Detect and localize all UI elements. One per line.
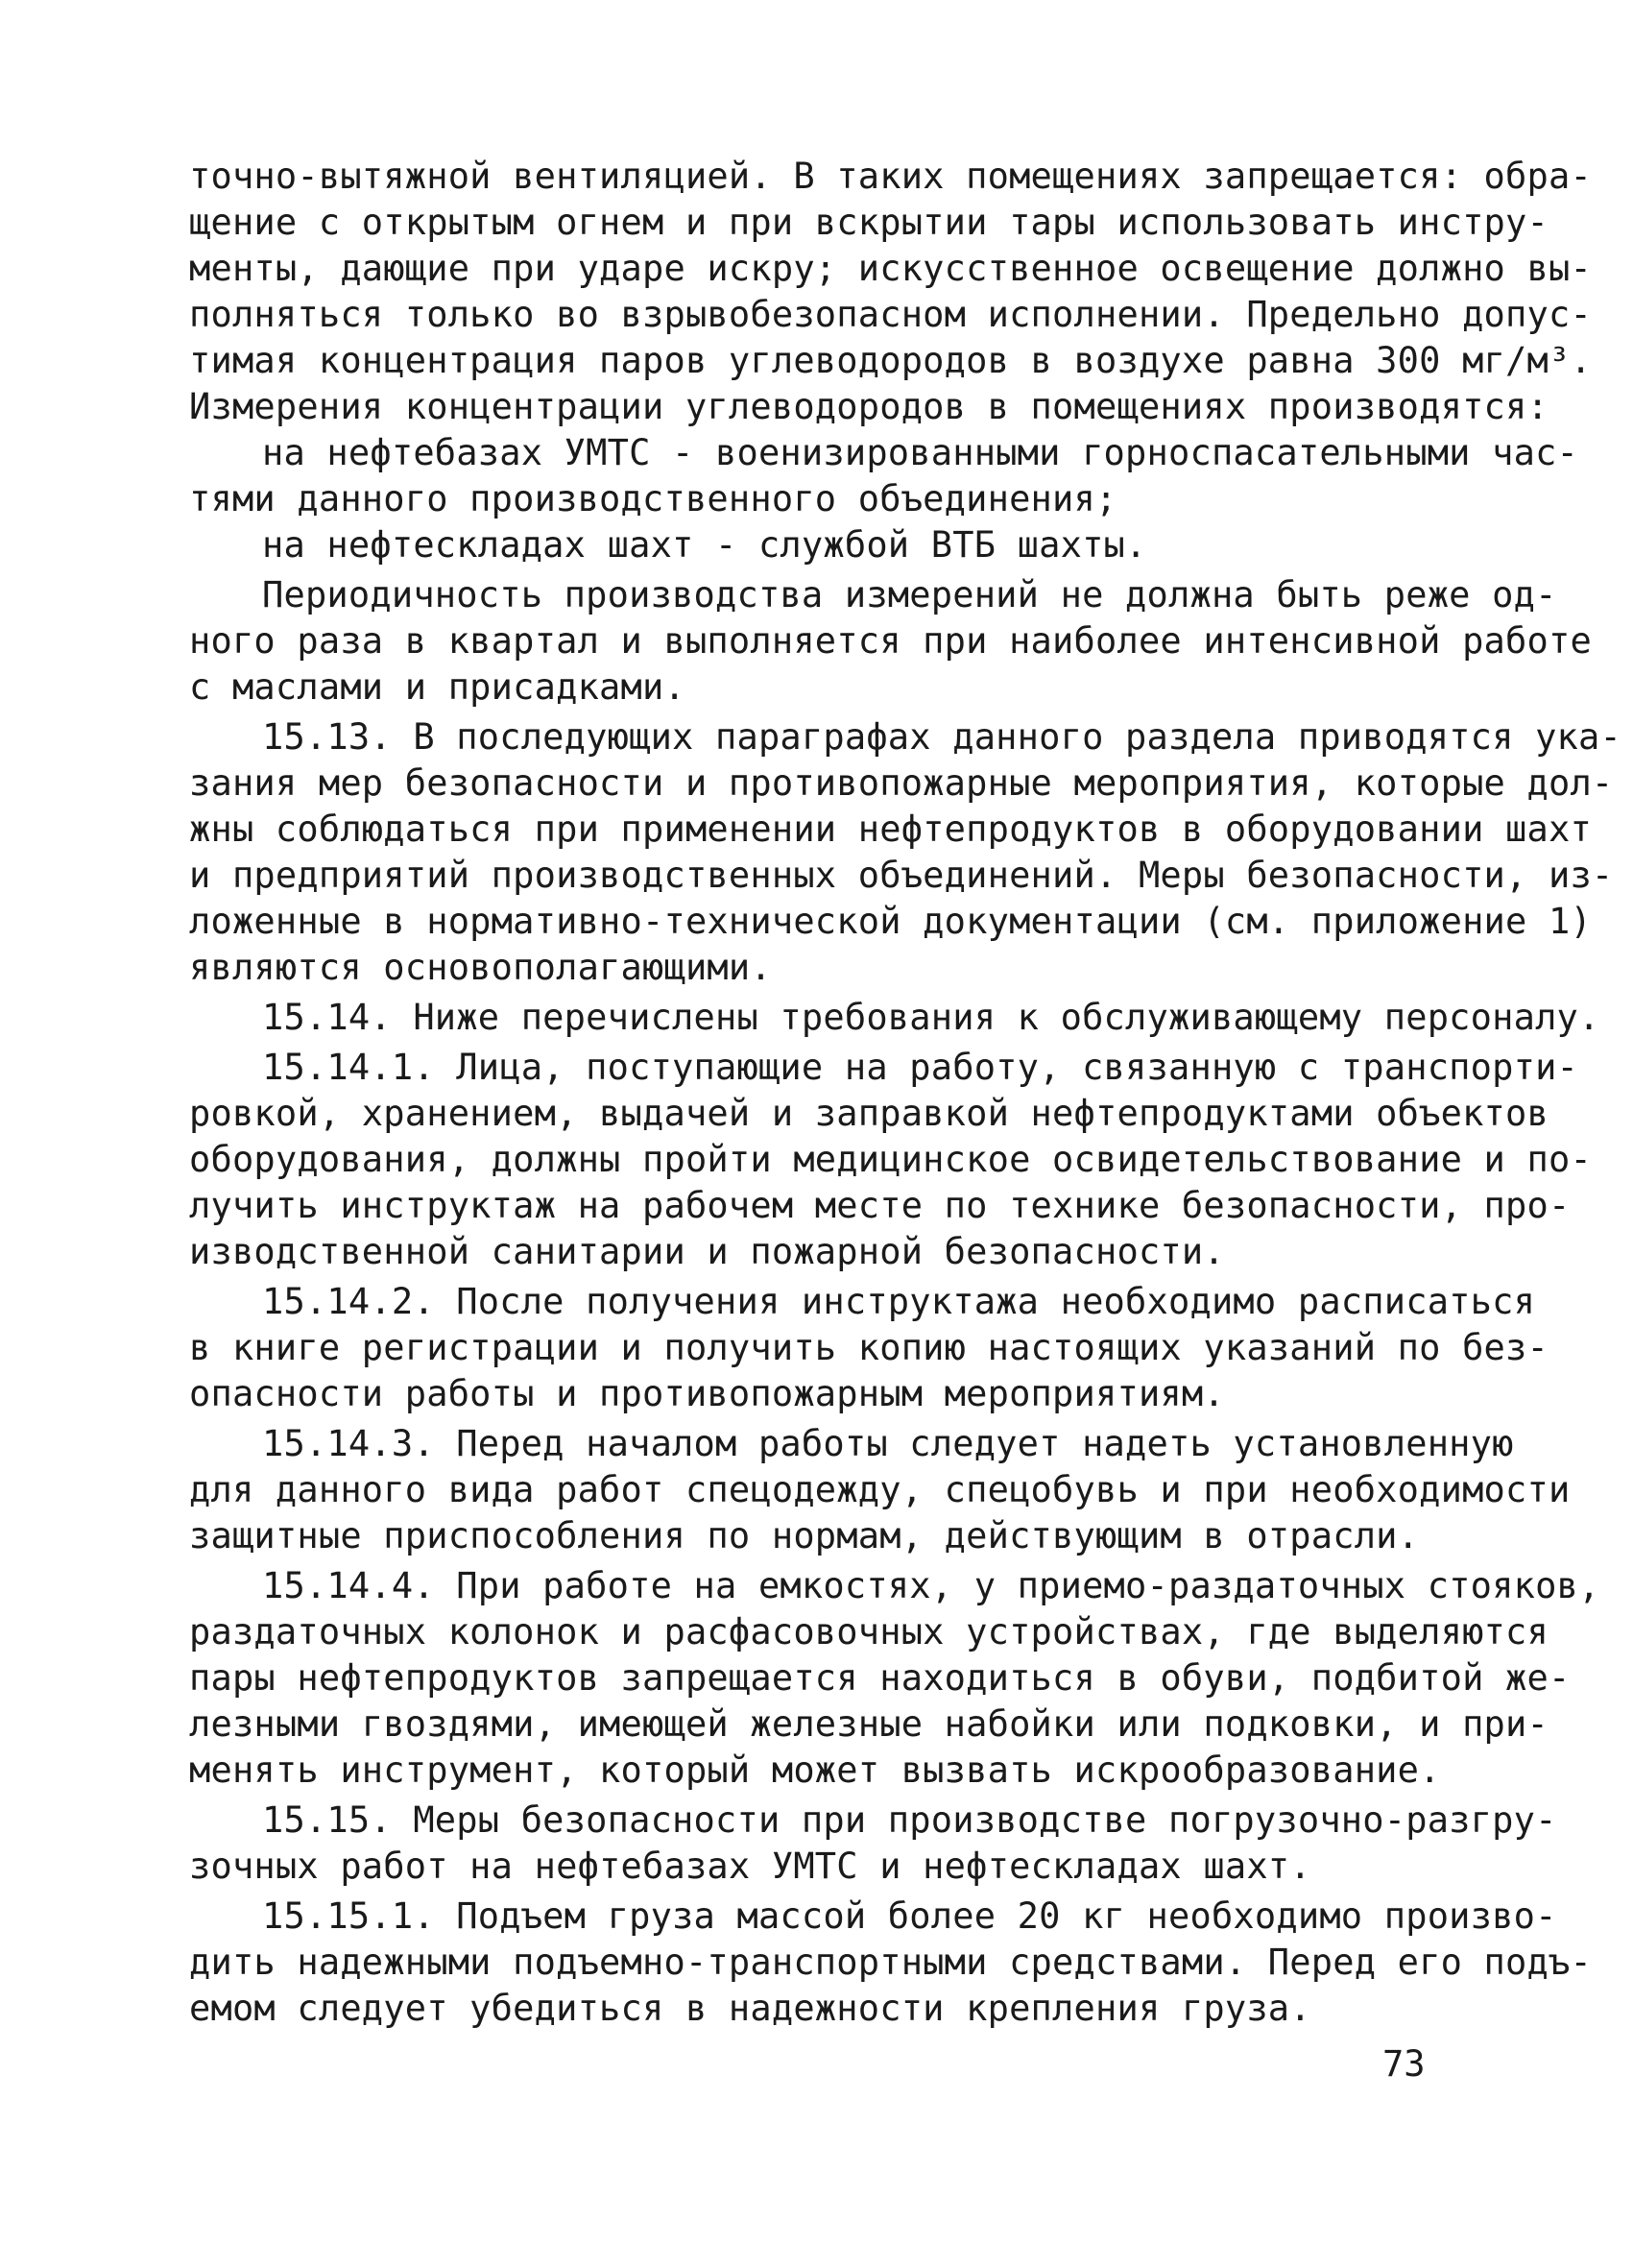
text-line: тями данного производственного объединения;	[189, 478, 1117, 519]
text-line: точно-вытяжной вентиляцией. В таких помещениях запрещается: обра-	[189, 156, 1592, 197]
text-line: в книге регистрации и получить копию настоящих указаний по без-	[189, 1327, 1549, 1368]
text-line: оборудования, должны пройти медицинское освидетельствование и по-	[189, 1139, 1592, 1180]
text-line: менять инструмент, который может вызвать искрообразование.	[189, 1749, 1441, 1791]
text-line: на нефтескладах шахт - службой ВТБ шахты.	[262, 524, 1147, 566]
text-line: ровкой, хранением, выдачей и заправкой нефтепродуктами объектов	[189, 1093, 1549, 1134]
text-line: защитные приспособления по нормам, действующим в отрасли.	[189, 1515, 1420, 1556]
text-line: 15.14.4. При работе на емкостях, у приемо-раздаточных стояков,	[262, 1565, 1600, 1606]
text-line: щение с открытым огнем и при вскрытии тары использовать инстру-	[189, 202, 1549, 243]
text-line: тимая концентрация паров углеводородов в воздухе равна 300 мг/м³.	[189, 340, 1592, 381]
text-line: для данного вида работ спецодежду, спецобувь и при необходимости	[189, 1469, 1571, 1510]
text-line: 15.14. Ниже перечислены требования к обслуживающему персоналу.	[262, 997, 1600, 1038]
text-line: 15.14.1. Лица, поступающие на работу, связанную с транспорти-	[262, 1047, 1579, 1088]
text-line: опасности работы и противопожарным мероприятиям.	[189, 1373, 1225, 1414]
text-line: ложенные в нормативно-технической документации (см. приложение 1)	[189, 901, 1592, 942]
text-line: лезными гвоздями, имеющей железные набойки или подковки, и при-	[189, 1703, 1549, 1745]
text-line: жны соблюдаться при применении нефтепродуктов в оборудовании шахт	[189, 808, 1592, 850]
text-line: 15.15.1. Подъем груза массой более 20 кг необходимо произво-	[262, 1895, 1557, 1937]
text-line: дить надежными подъемно-транспортными средствами. Перед его подъ-	[189, 1942, 1592, 1983]
text-line: 15.15. Меры безопасности при производстве погрузочно-разгру-	[262, 1799, 1557, 1841]
text-line: являются основополагающими.	[189, 947, 772, 988]
text-line: Периодичность производства измерений не должна быть реже од-	[262, 574, 1557, 615]
text-line: 15.14.3. Перед началом работы следует надеть установленную	[262, 1423, 1514, 1464]
text-line: менты, дающие при ударе искру; искусственное освещение должно вы-	[189, 248, 1592, 289]
text-line: зочных работ на нефтебазах УМТС и нефтескладах шахт.	[189, 1846, 1311, 1887]
page-number: 73	[1382, 2043, 1426, 2085]
text-line: на нефтебазах УМТС - военизированными горноспасательными час-	[262, 432, 1579, 473]
text-line: 15.13. В последующих параграфах данного раздела приводятся ука-	[262, 716, 1621, 758]
text-line: 15.14.2. После получения инструктажа необходимо расписаться	[262, 1281, 1536, 1322]
text-line: емом следует убедиться в надежности крепления груза.	[189, 1988, 1311, 2029]
text-line: ного раза в квартал и выполняется при наиболее интенсивной работе	[189, 620, 1592, 662]
text-line: полняться только во взрывобезопасном исполнении. Предельно допус-	[189, 294, 1592, 335]
text-line: пары нефтепродуктов запрещается находиться в обуви, подбитой же-	[189, 1657, 1571, 1699]
text-line: раздаточных колонок и расфасовочных устройствах, где выделяются	[189, 1611, 1549, 1653]
text-line: зания мер безопасности и противопожарные мероприятия, которые дол-	[189, 762, 1614, 804]
text-line: изводственной санитарии и пожарной безопасности.	[189, 1231, 1225, 1272]
text-line: лучить инструктаж на рабочем месте по технике безопасности, про-	[189, 1185, 1571, 1226]
text-line: и предприятий производственных объединений. Меры безопасности, из-	[189, 855, 1614, 896]
text-line: Измерения концентрации углеводородов в помещениях производятся:	[189, 386, 1549, 427]
text-line: с маслами и присадками.	[189, 666, 685, 708]
